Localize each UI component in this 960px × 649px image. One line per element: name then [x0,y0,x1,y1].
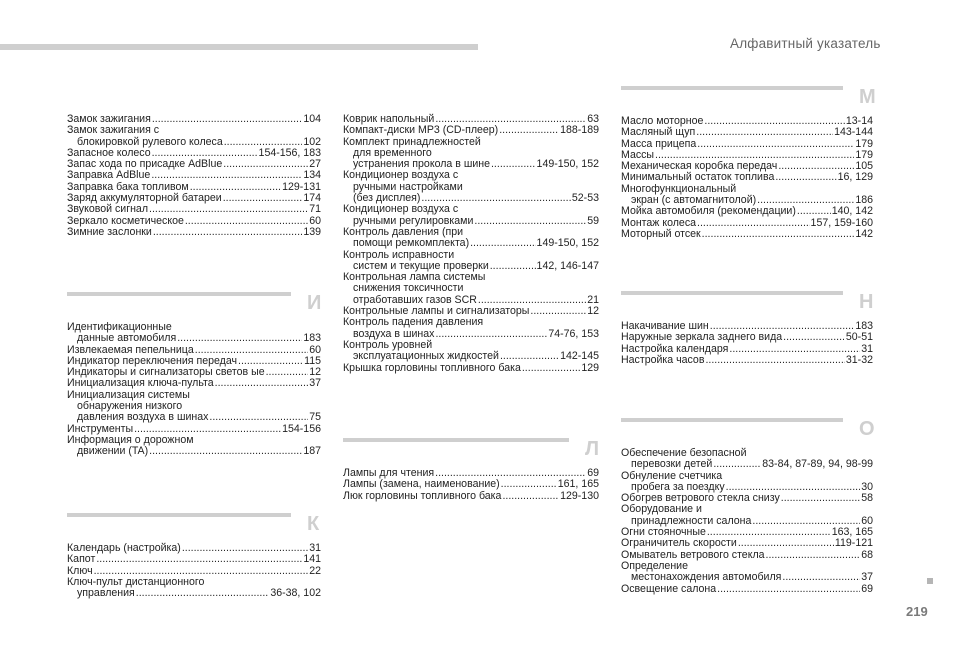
index-entry [621,471,873,494]
section-header [343,432,599,468]
index-entry [621,332,873,343]
entry-page-ref: 50-51 [845,331,873,344]
index-entry [343,204,599,227]
index-section [621,285,873,366]
entry-page-ref: 74-76, 153 [548,327,599,340]
section-divider [621,86,843,90]
index-entry-list [67,114,321,238]
entry-page-ref: 52-53 [571,192,599,205]
entry-page-ref: 129-131 [282,180,321,193]
entry-page-ref: 12 [309,366,321,379]
index-entry [621,538,873,549]
leader-dots [702,229,855,240]
leader-dots [717,584,860,595]
entry-page-ref: 154-156, 183 [258,146,321,159]
leader-dots [470,238,535,249]
entry-term: Лампы (замена, наименование) [343,478,500,491]
index-entry [343,137,599,171]
section-letter: Н [859,291,874,313]
entry-term: Замок зажигания с [67,124,160,137]
entry-page-ref: 139 [303,225,321,238]
entry-term: эксплуатационных жидкостей [353,350,499,363]
entry-page-ref: 60 [309,214,321,227]
section-letter: К [307,513,320,535]
leader-dots [781,493,860,504]
entry-term: давления воздуха в шинах [77,411,209,424]
leader-dots [149,446,302,457]
entry-page-ref: 142-145 [560,350,599,363]
entry-page-ref: 179 [855,148,873,161]
entry-term: Комплект принадлежностей [343,135,481,148]
entry-page-ref: 161, 165 [557,478,599,491]
entry-term: Массы [621,148,655,161]
section-divider [343,438,569,442]
entry-page-ref: 30 [861,480,873,493]
entry-term: Ограничитель скорости [621,537,737,550]
section-header [621,80,876,116]
entry-term: Настройка календаря [621,342,729,355]
entry-term: экран (с автомагнитолой) [631,194,757,207]
index-entry-list [67,322,321,458]
entry-term: Звуковой сигнал [67,203,148,216]
entry-page-ref: 140, 142 [831,205,873,218]
entry-term: Обеспечение безопасной [621,447,747,459]
leader-dots [152,114,302,125]
entry-term: систем и текущие проверки [353,259,489,272]
entry-term: Крышка горловины топливного бака [343,361,521,374]
leader-dots [499,125,559,136]
leader-dots [266,367,309,378]
entry-term: помощи ремкомплекта) [353,237,470,250]
leader-dots [215,378,309,389]
entry-term: для временного [353,146,432,159]
entry-page-ref: 157, 159-160 [810,216,873,229]
leader-dots [797,206,831,217]
index-section [67,286,321,458]
index-entry [343,125,599,136]
entry-term: Компакт-диски MP3 (CD-плеер) [343,124,499,137]
entry-term: Инициализация ключа-пульта [67,377,214,390]
entry-term: Ключ [67,564,93,577]
entry-page-ref: 186 [855,194,873,207]
entry-page-ref: 31 [309,542,321,554]
entry-page-ref: 179 [855,137,873,150]
index-entry [621,355,873,366]
index-entry [343,227,599,250]
top-decor-bar [0,44,478,50]
leader-dots [696,127,833,138]
index-entry [67,577,321,600]
entry-term: Контроль давления (при [343,225,464,238]
entry-page-ref: 154-156 [282,422,321,435]
index-entry-list [621,321,873,366]
section-letter: И [307,292,322,314]
leader-dots [182,543,308,554]
entry-page-ref: 31 [861,342,873,355]
entry-term: Минимальный остаток топлива [621,171,775,184]
index-section [343,114,599,374]
entry-term: Информация о дорожном [67,433,194,446]
index-entry [343,170,599,204]
leader-dots [490,261,536,272]
leader-dots [491,159,536,170]
index-entry [343,340,599,363]
section-letter: О [859,418,875,440]
index-entry-list [621,448,873,595]
entry-page-ref: 149-150, 152 [536,237,599,250]
section-letter: Л [585,438,600,460]
entry-term: Многофункциональный [621,182,737,195]
entry-term: Масса прицепа [621,137,697,150]
entry-term: Освещение салона [621,582,717,595]
entry-page-ref: 59 [587,214,599,227]
leader-dots [501,479,557,490]
entry-page-ref: 104 [303,113,321,125]
index-entry [67,227,321,238]
entry-term: Заряд аккумуляторной батареи [67,192,222,205]
section-header [621,285,873,321]
entry-term: принадлежности салона [631,514,752,527]
entry-page-ref: 75 [309,411,321,424]
index-entry [343,317,599,340]
entry-page-ref: 142 [855,227,873,240]
entry-term: Механическая коробка передач [621,160,778,173]
entry-page-ref: 174 [303,192,321,205]
entry-term: Настройка часов [621,353,705,366]
index-entry [621,504,873,527]
leader-dots [522,363,580,374]
index-entry [621,561,873,584]
index-entry [621,584,873,595]
index-entry [343,363,599,374]
entry-page-ref: 141 [303,553,321,566]
entry-term: Моторный отсек [621,227,701,240]
section-divider [621,418,843,422]
entry-term: обнаружения низкого [77,400,183,413]
entry-page-ref: 188-189 [560,124,599,137]
entry-term: Запасное колесо [67,146,151,159]
index-entry [621,139,873,150]
entry-term: Лампы для чтения [343,467,435,479]
leader-dots [766,550,861,561]
entry-term: (без дисплея) [353,192,421,205]
entry-term: местонахождения автомобиля [631,571,782,584]
index-entry [67,435,321,458]
entry-page-ref: 187 [303,445,321,458]
entry-term: Накачивание шин [621,320,709,332]
index-entry [621,229,873,240]
leader-dots [185,216,308,227]
leader-dots [435,329,547,340]
index-section [67,114,321,238]
entry-page-ref: 115 [304,354,321,367]
leader-dots [474,216,586,227]
entry-term: Мойка автомобиля (рекомендации) [621,205,796,218]
entry-page-ref: 142, 146-147 [536,259,599,272]
entry-term: пробега за поездку [631,480,725,493]
entry-term: Замок зажигания [67,113,151,125]
entry-page-ref: 129 [581,361,599,374]
entry-term: Зеркало косметическое [67,214,184,227]
entry-term: Контрольные лампы и сигнализаторы [343,305,530,318]
index-section [67,507,321,599]
index-section [621,412,873,595]
entry-term: ручными настройками [353,180,463,193]
leader-dots [729,344,860,355]
entry-page-ref: 12 [587,305,599,318]
entry-page-ref: 36-38, 102 [270,587,321,600]
index-entry [343,272,599,306]
entry-term: Ключ-пульт дистанционного [67,575,205,588]
entry-term: Масло моторное [621,115,704,127]
entry-page-ref: 119-121 [834,537,873,550]
leader-dots [502,491,559,502]
leader-dots [209,412,308,423]
entry-term: Контрольная лампа системы [343,271,486,284]
leader-dots [153,227,302,238]
entry-term: Контроль падения давления [343,316,484,329]
entry-term: Запас хода по присадке AdBlue [67,158,223,171]
entry-term: Заправка бака топливом [67,180,189,193]
leader-dots [177,333,302,344]
index-entry [67,322,321,345]
entry-term: блокировкой рулевого колеса [77,135,223,148]
leader-dots [713,459,761,470]
index-entry [621,127,873,138]
leader-dots [223,159,308,170]
entry-term: Определение [621,559,688,572]
entry-page-ref: 102 [303,135,321,148]
entry-page-ref: 13-14 [845,115,873,127]
leader-dots [149,204,308,215]
entry-term: Наружные зеркала заднего вида [621,331,783,344]
entry-term: Огни стояночные [621,526,706,539]
index-entry [621,206,873,217]
index-entry [67,125,321,148]
leader-dots [704,116,845,127]
index-entry [621,184,873,207]
entry-page-ref: 63 [587,113,599,125]
entry-page-ref: 31-32 [845,353,873,366]
section-divider [621,291,843,295]
entry-term: Индикатор переключения передач [67,354,238,367]
index-section [621,80,876,240]
section-divider [67,513,291,517]
leader-dots [223,193,303,204]
entry-page-ref: 21 [587,293,599,306]
entry-term: управления [77,587,135,600]
leader-dots [697,139,854,150]
entry-term: Люк горловины топливного бака [343,489,502,502]
entry-page-ref: 16, 129 [837,171,873,184]
index-entry [67,554,321,565]
entry-page-ref: 83-84, 87-89, 94, 98-99 [762,458,873,471]
entry-page-ref: 58 [861,492,873,505]
entry-page-ref: 37 [309,377,321,390]
page-number: 219 [906,604,928,619]
entry-term: Календарь (настройка) [67,542,181,554]
entry-term: устранения прокола в шине [353,158,490,171]
index-entry-list [621,116,873,240]
entry-page-ref: 129-130 [560,489,599,502]
entry-page-ref: 69 [861,582,873,595]
entry-term: Монтаж колеса [621,216,697,229]
entry-term: Обогрев ветрового стекла снизу [621,492,780,505]
entry-page-ref: 143-144 [834,126,873,139]
entry-term: Омыватель ветрового стекла [621,548,765,561]
entry-page-ref: 183 [855,320,873,332]
leader-dots [96,554,302,565]
entry-term: Индикаторы и сигнализаторы светов ые [67,366,265,379]
leader-dots [530,306,586,317]
entry-page-ref: 69 [587,467,599,479]
entry-page-ref: 71 [309,203,321,216]
leader-dots [775,172,836,183]
section-letter: М [859,86,876,108]
entry-term: Кондиционер воздуха с [343,203,459,216]
index-entry-list [343,114,599,374]
index-entry [343,250,599,273]
leader-dots [500,351,559,362]
index-entry [67,204,321,215]
entry-page-ref: 37 [861,571,873,584]
index-entry-list [67,543,321,599]
entry-term: Оборудование и [621,503,702,516]
entry-term: данные автомобиля [77,332,177,345]
section-divider [67,292,291,296]
index-entry [67,390,321,424]
entry-term: Инструменты [67,422,134,435]
entry-page-ref: 68 [861,548,873,561]
leader-dots [738,538,834,549]
entry-term: движении (TA) [77,445,149,458]
corner-marker [927,578,933,584]
entry-term: Инициализация системы [67,388,190,401]
entry-term: ручными регулировками [353,214,474,227]
entry-page-ref: 183 [303,332,321,345]
index-entry [343,479,599,490]
entry-term: Коврик напольный [343,113,435,125]
entry-term: Масляный щуп [621,126,696,139]
index-entry [621,448,873,471]
entry-term: Извлекаемая пепельница [67,343,194,356]
entry-term: снижения токсичности [353,282,464,295]
section-header [67,507,321,543]
index-entry [343,491,599,502]
entry-page-ref: 105 [855,160,873,173]
index-entry [67,543,321,554]
index-entry-list [343,468,599,502]
entry-term: Кондиционер воздуха с [343,169,459,182]
leader-dots [705,355,844,366]
entry-term: Капот [67,553,96,566]
entry-page-ref: 22 [309,564,321,577]
entry-page-ref: 60 [309,343,321,356]
entry-term: Контроль исправности [343,248,455,261]
entry-term: Обнуление счетчика [621,469,723,482]
leader-dots [783,332,845,343]
leader-dots [697,218,810,229]
index-section [343,432,599,502]
entry-term: Идентификационные [67,321,172,333]
entry-page-ref: 27 [309,158,321,171]
entry-term: воздуха в шинах [353,327,435,340]
entry-term: Контроль уровней [343,338,433,351]
page-header-title: Алфавитный указатель [730,36,881,51]
entry-term: перевозки детей [631,458,713,471]
entry-term: отработавших газов SCR [353,293,477,306]
section-header [621,412,873,448]
entry-page-ref: 149-150, 152 [536,158,599,171]
leader-dots [782,572,860,583]
entry-page-ref: 134 [303,169,321,182]
entry-page-ref: 60 [861,514,873,527]
leader-dots [136,588,270,599]
section-header [67,286,321,322]
entry-term: Зимние заслонки [67,225,152,238]
entry-term: Заправка AdBlue [67,169,151,182]
entry-page-ref: 163, 165 [831,526,873,539]
